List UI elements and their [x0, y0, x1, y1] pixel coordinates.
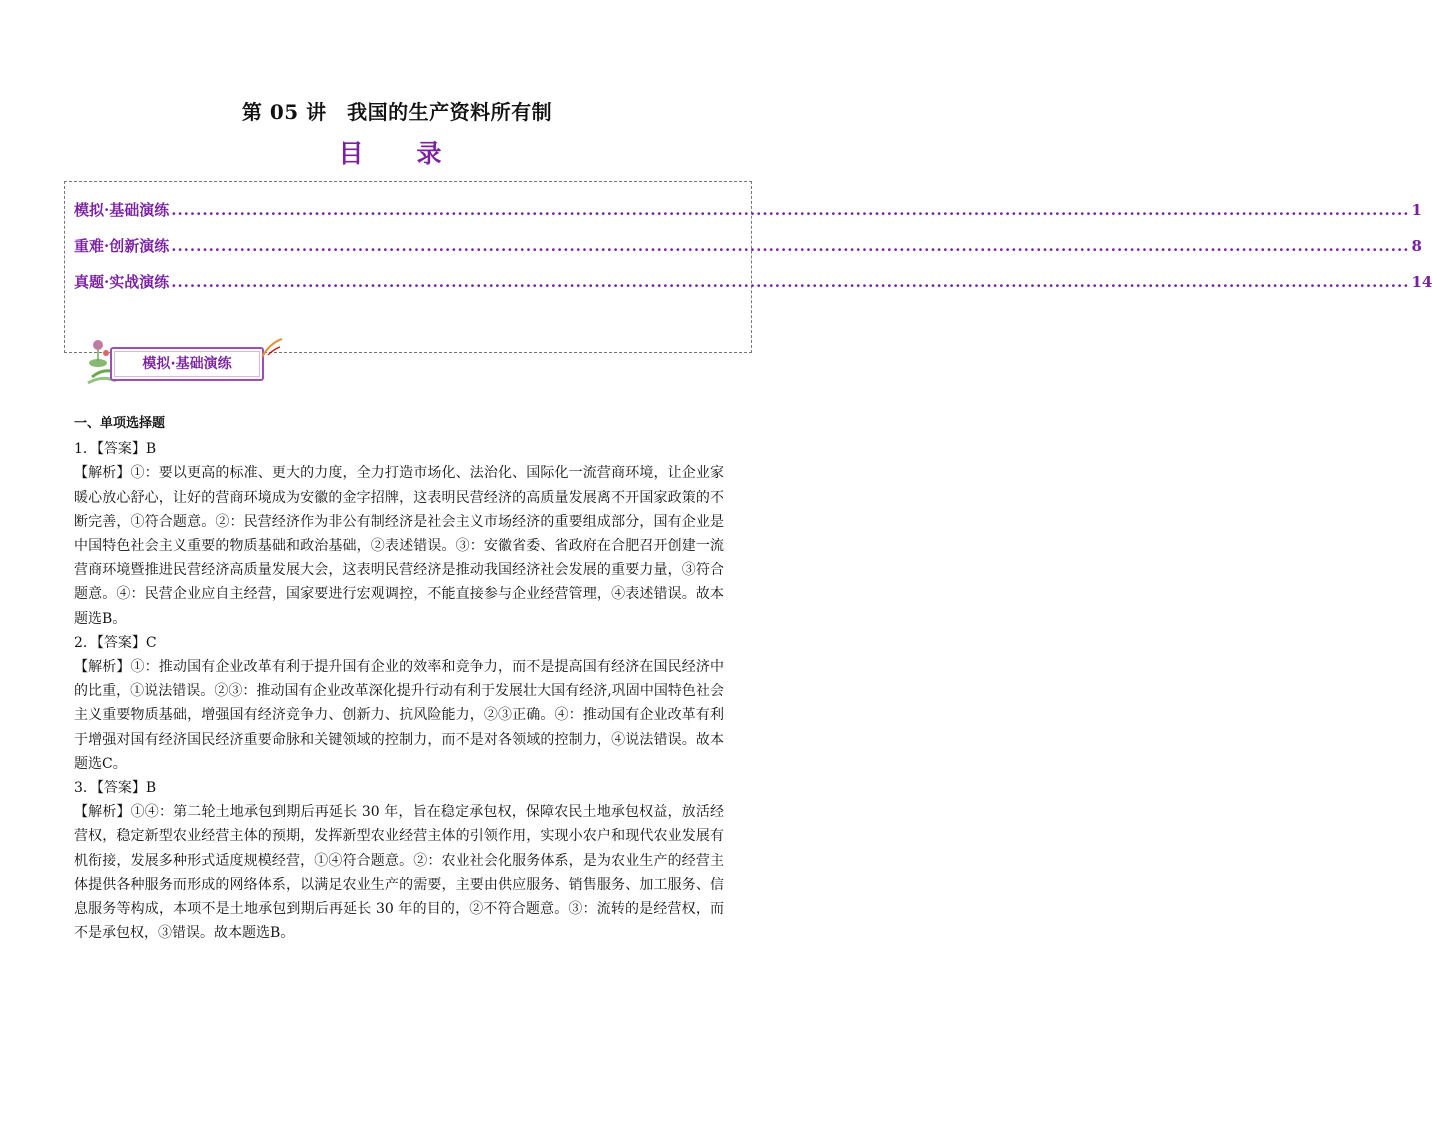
toc-heading: 目 录 — [338, 139, 456, 168]
answer-body — [74, 412, 724, 945]
question-answer: 1．【答案】B — [74, 441, 157, 458]
question-explanation: 【解析】①：要以更高的标准、更大的力度，全力打造市场化、法治化、国际化一流营商环境，让企业家暖心放心舒心，让好的营商环境成为安徽的金字招牌，这表明民营经济的高质量发展离不开国家政策的不断完善，①符合题意。②：民营经济作为非公有制经济是社会主义市场经济的重要组成部分，国有企业是中国特色社会主义重要的物质基础和政治基础，②表述错误。③：安徽省委、省政府在合肥召开创建一流营商环境暨推进民营经济高质量发展大会，这表明民营经济是推动我国经济社会发展的重要力量，③符合题意。④：民营企业应自主经营，国家要进行宏观调控，不能直接参与企业经营管理，④表述错误。故本题选B。 — [74, 465, 724, 627]
toc-item-page: 14 — [1411, 273, 1432, 291]
toc-leader-dots: ....................................................................................................................................................................................................... — [171, 201, 1410, 219]
toc-item-page: 1 — [1411, 201, 1422, 219]
brush-stroke-icon — [260, 337, 284, 361]
question-explanation: 【解析】①④：第二轮土地承包到期后再延长 30 年，旨在稳定承包权，保障农民土地承包权益，放活经营权，稳定新型农业经营主体的预期，发挥新型农业经营主体的引领作用，实现小农户和现代农业发展有机衔接，发展多种形式适度规模经营，①④符合题意。②：农业社会化服务体系，是为农业生产的经营主体提供各种服务而形成的网络体系，以满足农业生产的需要，主要由供应服务、销售服务、加工服务、信息服务等构成，本项不是土地承包到期后再延长 30 年的目的，②不符合题意。③：流转的是经营权，而不是承包权，③错误。故本题选B。 — [74, 804, 724, 942]
toc-item-label: 重难·创新演练 — [74, 237, 170, 255]
toc-leader-dots: ....................................................................................................................................................................................................... — [171, 237, 1410, 255]
section-title: 一、单项选择题 — [74, 416, 166, 431]
lecture-title: 第 05 讲 我国的生产资料所有制 — [241, 100, 553, 124]
toc-item[interactable] — [74, 199, 1422, 220]
question-answer: 3．【答案】B — [74, 780, 157, 797]
section-badge — [84, 333, 264, 385]
toc-item[interactable] — [74, 271, 1432, 292]
toc-item-label: 真题·实战演练 — [74, 273, 170, 291]
toc-item-label: 模拟·基础演练 — [74, 201, 170, 219]
question-explanation: 【解析】①：推动国有企业改革有利于提升国有企业的效率和竞争力，而不是提高国有经济在国民经济中的比重，①说法错误。②③：推动国有企业改革深化提升行动有利于发展壮大国有经济,巩固中国特色社会主义重要物质基础，增强国有经济竞争力、创新力、抗风险能力，②③正确。④：推动国有企业改革有利于增强对国有经济国民经济重要命脉和关键领域的控制力，而不是对各领域的控制力，④说法错误。故本题选C。 — [74, 659, 724, 772]
toc-item-page: 8 — [1411, 237, 1422, 255]
toc-item[interactable] — [74, 235, 1422, 256]
section-badge-plate — [110, 347, 264, 381]
toc-leader-dots: ....................................................................................................................................................................................................... — [171, 273, 1410, 291]
question-answer: 2．【答案】C — [74, 634, 157, 651]
toc-box — [64, 181, 1432, 353]
section-badge-label: 模拟·基础演练 — [142, 356, 232, 372]
